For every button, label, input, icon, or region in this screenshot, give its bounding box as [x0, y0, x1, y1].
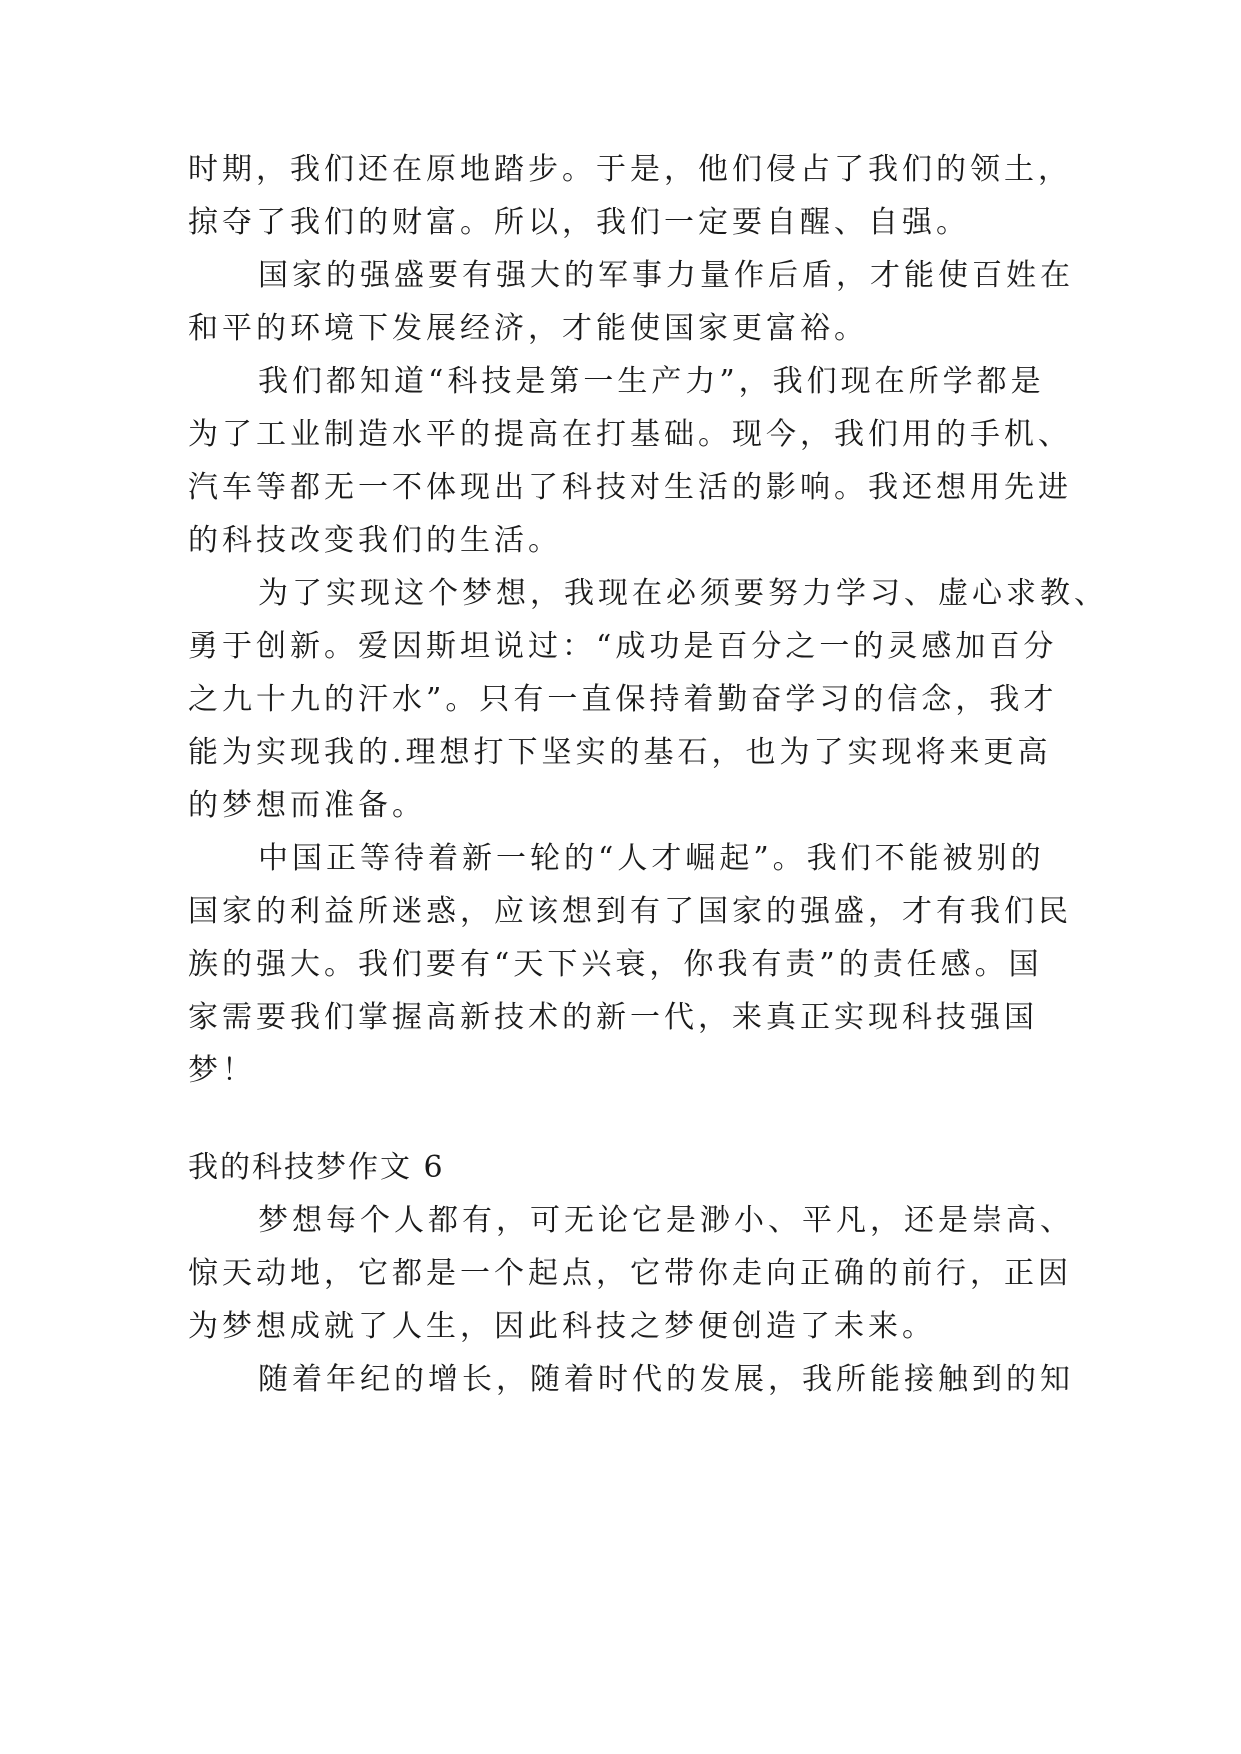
- paragraph-line: 随着年纪的增长，随着时代的发展，我所能接触到的知: [258, 1362, 1074, 1397]
- paragraph-line: 汽车等都无一不体现出了科技对生活的影响。我还想用先进: [188, 470, 1072, 505]
- paragraph-line: 惊天动地，它都是一个起点，它带你走向正确的前行，正因: [188, 1256, 1072, 1291]
- paragraph-line: 国家的利益所迷惑，应该想到有了国家的强盛，才有我们民: [188, 894, 1072, 929]
- paragraph-line: 梦想每个人都有，可无论它是渺小、平凡，还是崇高、: [258, 1203, 1074, 1238]
- paragraph-line: 为了工业制造水平的提高在打基础。现今，我们用的手机、: [188, 417, 1072, 452]
- section-title: 我的科技梦作文 6: [188, 1150, 445, 1185]
- paragraph-line: 时期，我们还在原地踏步。于是，他们侵占了我们的领土，: [188, 152, 1072, 187]
- paragraph-line: 为梦想成就了人生，因此科技之梦便创造了未来。: [188, 1309, 936, 1344]
- paragraph-line: 我们都知道“科技是第一生产力”，我们现在所学都是: [258, 364, 1045, 399]
- paragraph-line: 的科技改变我们的生活。: [188, 523, 562, 558]
- paragraph-line: 国家的强盛要有强大的军事力量作后盾，才能使百姓在: [258, 258, 1074, 293]
- paragraph-line: 家需要我们掌握高新技术的新一代，来真正实现科技强国: [188, 1000, 1038, 1035]
- paragraph-line: 勇于创新。爱因斯坦说过：“成功是百分之一的灵感加百分: [188, 629, 1058, 664]
- paragraph-line: 之九十九的汗水”。只有一直保持着勤奋学习的信念，我才: [188, 682, 1058, 717]
- paragraph-line: 的梦想而准备。: [188, 788, 426, 823]
- paragraph-line: 中国正等待着新一轮的“人才崛起”。我们不能被别的: [258, 841, 1045, 876]
- paragraph-line: 和平的环境下发展经济，才能使国家更富裕。: [188, 311, 868, 346]
- paragraph-line: 能为实现我的.理想打下坚实的基石，也为了实现将来更高: [188, 735, 1052, 770]
- paragraph-line: 族的强大。我们要有“天下兴衰，你我有责”的责任感。国: [188, 947, 1043, 982]
- paragraph-line: 掠夺了我们的财富。所以，我们一定要自醒、自强。: [188, 205, 970, 240]
- paragraph-line: 为了实现这个梦想，我现在必须要努力学习、虚心求教、: [258, 576, 1108, 611]
- paragraph-line: 梦！: [188, 1053, 256, 1088]
